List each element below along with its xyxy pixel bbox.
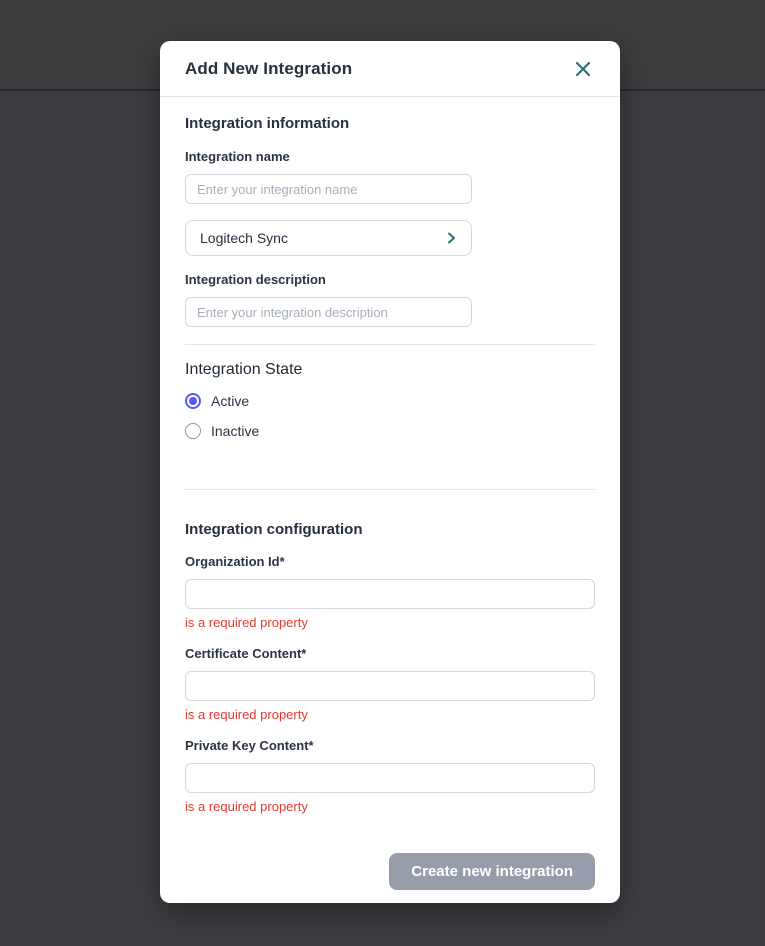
radio-option-inactive[interactable]	[185, 421, 595, 441]
section-divider	[185, 344, 595, 345]
integration-type-value: Logitech Sync	[200, 230, 288, 246]
config-section-heading: Integration configuration	[185, 521, 363, 538]
radio-option-active[interactable]	[185, 391, 595, 411]
organization-id-input[interactable]	[185, 579, 595, 609]
config-field-private-key-content	[185, 738, 595, 814]
chevron-right-icon	[444, 231, 458, 245]
integration-description-input[interactable]	[185, 297, 472, 327]
radio-label: Active	[211, 393, 250, 409]
integration-type-selector[interactable]	[185, 220, 472, 256]
certificate-content-error: is a required property	[185, 707, 308, 722]
private-key-content-error: is a required property	[185, 799, 308, 814]
section-divider	[185, 489, 595, 490]
private-key-content-input[interactable]	[185, 763, 595, 793]
info-section-heading: Integration information	[185, 115, 350, 132]
private-key-content-label: Private Key Content*	[185, 738, 314, 753]
modal-header	[160, 41, 620, 97]
certificate-content-input[interactable]	[185, 671, 595, 701]
organization-id-label: Organization Id*	[185, 554, 285, 569]
integration-description-label: Integration description	[185, 272, 326, 287]
config-field-certificate-content	[185, 646, 595, 722]
modal-body	[160, 97, 620, 903]
organization-id-error: is a required property	[185, 615, 308, 630]
close-icon	[574, 60, 592, 78]
radio-label: Inactive	[211, 423, 260, 439]
close-button[interactable]	[571, 57, 595, 81]
integration-name-input[interactable]	[185, 174, 472, 204]
add-integration-modal	[160, 41, 620, 903]
config-field-organization-id	[185, 554, 595, 630]
create-new-integration-button[interactable]: Create new integration	[389, 853, 595, 890]
radio-unselected-icon[interactable]	[185, 423, 201, 439]
certificate-content-label: Certificate Content*	[185, 646, 307, 661]
modal-title: Add New Integration	[185, 58, 353, 78]
radio-selected-icon[interactable]	[185, 393, 201, 409]
modal-footer	[185, 853, 595, 890]
state-section-heading: Integration State	[185, 361, 303, 378]
integration-name-label: Integration name	[185, 149, 290, 164]
